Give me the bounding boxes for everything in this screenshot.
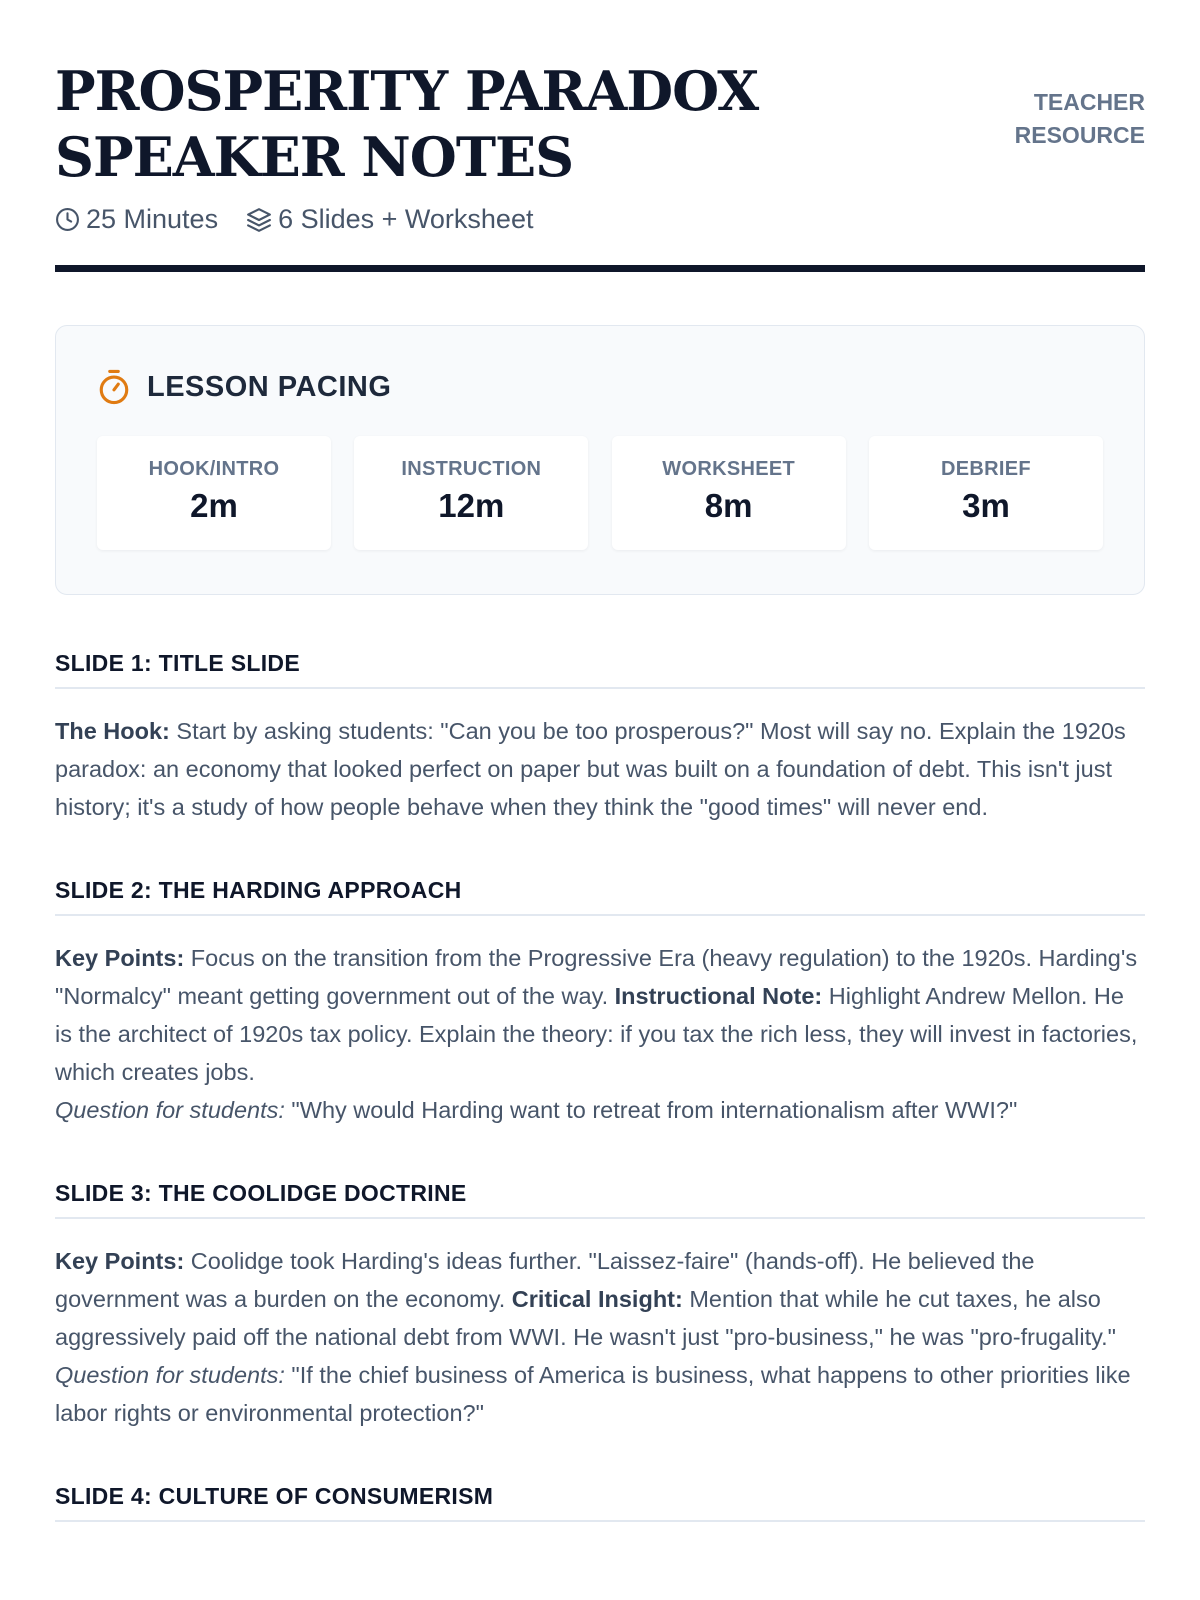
lead-label: The Hook: [55,718,170,744]
question-text: "If the chief business of America is business, what happens to other priorities like labor rights or environmental protection?" [55,1362,1131,1426]
note-text: Highlight Andrew Mellon. He is the architect of 1920s tax policy. Explain the theory: if you tax the rich less, they will invest in factories, which creates jobs. [55,983,1138,1085]
lead-label: Key Points: [55,1248,185,1274]
question-text: "Why would Harding want to retreat from internationalism after WWI?" [284,1097,1018,1123]
pacing-value: 3m [962,487,1010,524]
pacing-label: HOOK/INTRO [148,458,280,480]
lesson-meta [55,204,1145,235]
duration-meta [55,204,218,235]
slide-section-2 [55,877,1145,1129]
slide-heading: SLIDE 4: CULTURE OF CONSUMERISM [55,1483,1145,1522]
pacing-title: LESSON PACING [147,370,392,403]
question-label: Question for students: [55,1362,285,1388]
slide-heading: SLIDE 3: THE COOLIDGE DOCTRINE [55,1180,1145,1219]
pacing-label: INSTRUCTION [401,458,542,480]
pacing-value: 2m [190,487,238,524]
clock-icon [55,207,80,232]
lead-text: Coolidge took Harding's ideas further. "Laissez-faire" (hands-off). He believed the government was a burden on the economy. [55,1248,1035,1312]
pacing-value: 12m [438,487,505,524]
slide-notes [55,1242,1145,1432]
title-line-1: PROSPERITY PARADOX [55,59,759,123]
badge-line-2: RESOURCE [1014,122,1145,148]
slide-section-3 [55,1180,1145,1432]
lesson-pacing-card [55,325,1145,595]
duration-text: 25 Minutes [86,204,219,234]
pacing-tile-hook [97,436,331,550]
slide-heading: SLIDE 2: THE HARDING APPROACH [55,877,1145,916]
pacing-tiles [97,436,1103,550]
pacing-value: 8m [704,487,753,524]
layers-icon [246,207,272,233]
header-divider [55,265,1145,272]
materials-text: 6 Slides + Worksheet [278,204,534,234]
student-question [55,1356,1145,1432]
note-text: Mention that while he cut taxes, he also aggressively paid off the national debt from WWI. He wasn't just "pro-business," he was "pro-frugality." [55,1286,1117,1350]
pacing-tile-worksheet [612,436,846,550]
document-header [55,0,1145,272]
pacing-tile-instruction [354,436,588,550]
question-label: Question for students: [55,1097,285,1123]
teacher-resource-badge [1015,86,1145,152]
lead-label: Key Points: [55,945,185,971]
stopwatch-icon [97,368,131,406]
slide-notes [55,939,1145,1129]
lead-text: Focus on the transition from the Progressive Era (heavy regulation) to the 1920s. Harding's "Normalcy" meant getting government out of the way. [55,945,1138,1009]
title-line-2: SPEAKER NOTES [55,125,574,189]
slide-section-1 [55,650,1145,826]
pacing-tile-debrief [869,436,1103,550]
slide-section-4 [55,1483,1145,1522]
note-label: Critical Insight: [511,1286,683,1312]
document-title [55,58,815,190]
note-label: Instructional Note: [614,983,823,1009]
pacing-label: DEBRIEF [941,458,1031,480]
slide-heading: SLIDE 1: TITLE SLIDE [55,650,1145,689]
pacing-header [97,368,1103,406]
slide-notes [55,712,1145,826]
student-question [55,1091,1145,1129]
pacing-label: WORKSHEET [662,458,795,480]
materials-meta [246,204,533,235]
badge-line-1: TEACHER [1033,89,1145,115]
lead-text: Start by asking students: "Can you be too prosperous?" Most will say no. Explain the 1920s paradox: an economy that looked perfect on paper but was built on a foundation of debt. This isn't just history; it's a study of how people behave when they think the "good times" will never end. [55,718,1126,820]
